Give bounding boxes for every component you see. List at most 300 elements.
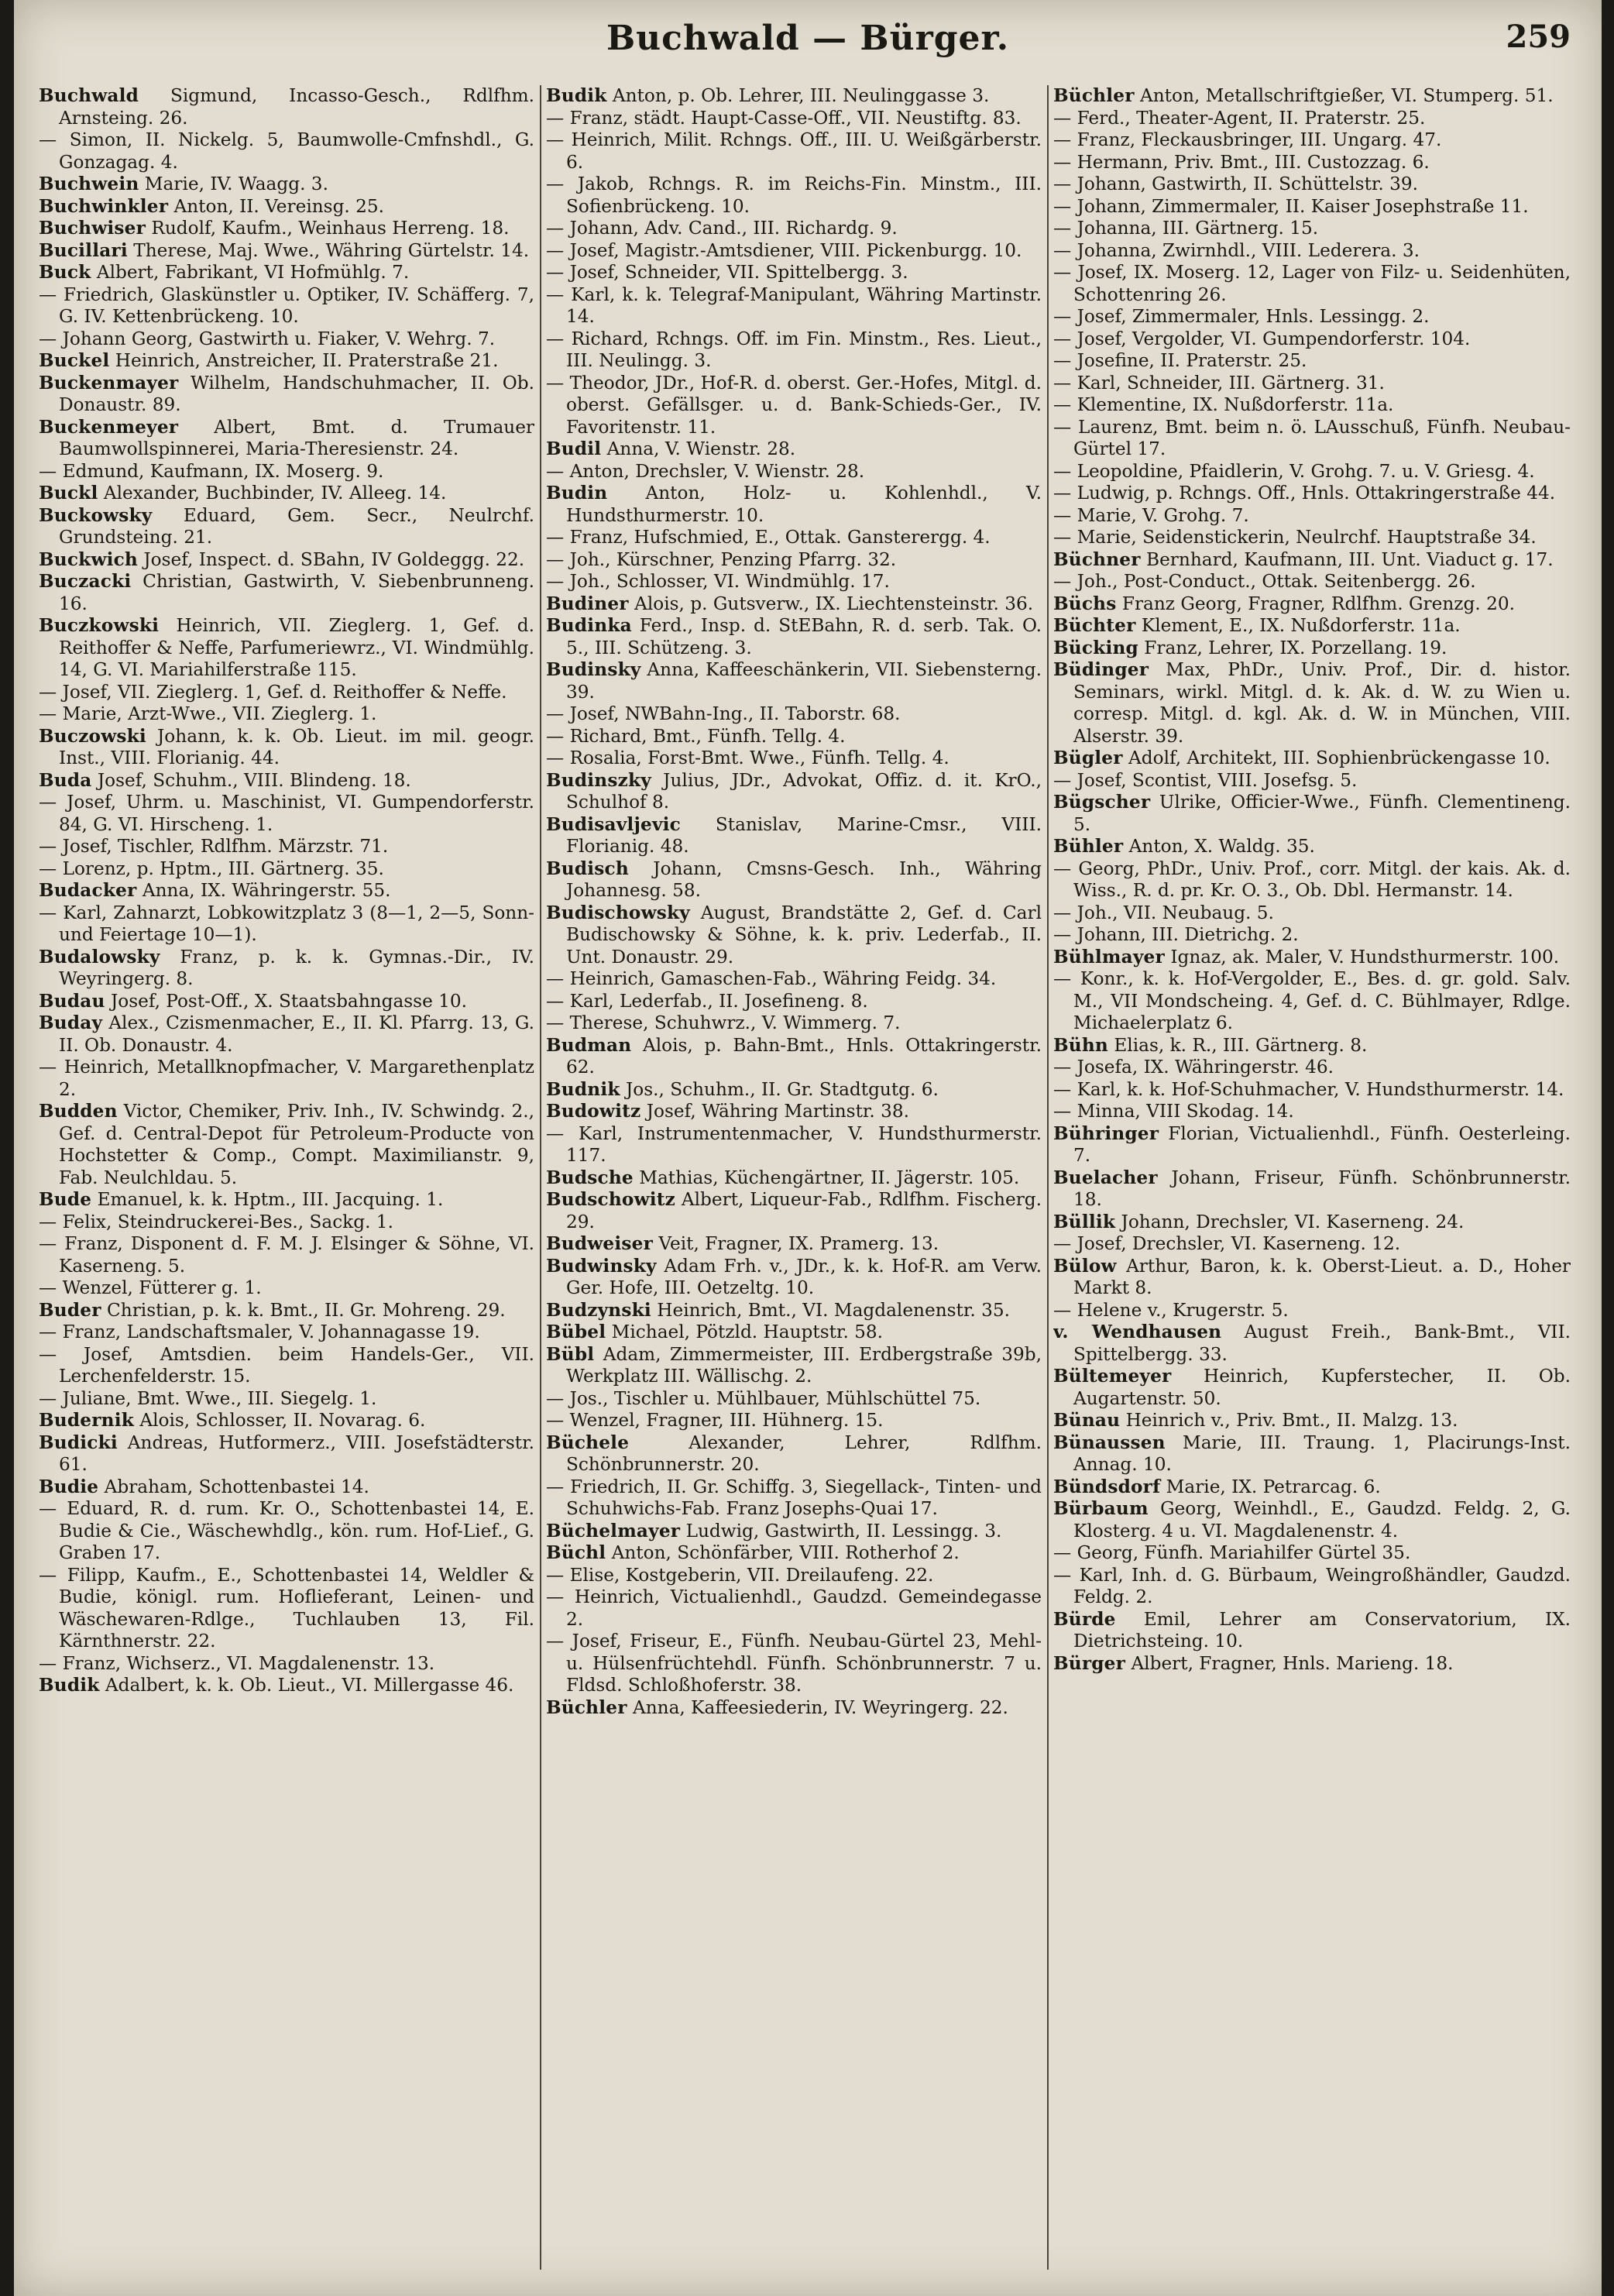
directory-entry: [546, 1101, 1042, 1123]
directory-subentry: [39, 858, 534, 881]
entry-details: Bernhard, Kaufmann, III. Unt. Viaduct g. 17.: [1146, 548, 1554, 570]
entry-details: Heinrich, Kupferstecher, II. Ob. Augartenstr. 50.: [1073, 1366, 1571, 1409]
entry-details: Franz Georg, Fragner, Rdlfhm. Grenzg. 20.: [1121, 593, 1515, 614]
entry-details: August, Brandstätte 2, Gef. d. Carl Budischowsky & Söhne, k. k. priv. Lederfab., II. Unt. Donaustr. 29.: [566, 902, 1042, 968]
surname: Buchwald: [39, 85, 139, 106]
entry-details: Franz, Wichserz., VI. Magdalenenstr. 13.: [62, 1652, 435, 1674]
entry-details: Mathias, Küchengärtner, II. Jägerstr. 105.: [639, 1167, 1020, 1188]
directory-entry: [1053, 659, 1571, 748]
directory-subentry: [546, 284, 1042, 328]
entry-details: Wilhelm, Handschuhmacher, II. Ob. Donaustr. 89.: [59, 372, 534, 415]
directory-subentry: [39, 1653, 534, 1676]
directory-subentry: [1053, 174, 1571, 196]
entry-details: Franz, Fleckausbringer, III. Ungarg. 47.: [1077, 129, 1442, 150]
entry-details: Veit, Fragner, IX. Pramerg. 13.: [658, 1233, 939, 1254]
surname: Buda: [39, 769, 92, 791]
directory-entry: [1053, 1366, 1571, 1410]
surname: Budwinsky: [546, 1255, 657, 1277]
surname: Bude: [39, 1189, 92, 1210]
entry-details: Joh., Schlosser, VI. Windmühlg. 17.: [569, 571, 890, 592]
directory-subentry: [546, 1565, 1042, 1587]
entry-details: Josef, Schneider, VII. Spittelbergg. 3.: [569, 262, 908, 283]
entry-details: Alexander, Buchbinder, IV. Alleeg. 14.: [103, 483, 447, 504]
column-divider: [1047, 85, 1049, 2270]
directory-entry: [1053, 1653, 1571, 1676]
entry-details: Alex., Czismenmacher, E., II. Kl. Pfarrg. 13, G. II. Ob. Donaustr. 4.: [59, 1012, 534, 1056]
directory-entry: [546, 814, 1042, 858]
directory-entry: [1053, 836, 1571, 858]
directory-subentry: [1053, 394, 1571, 417]
entry-details: Ferd., Theater-Agent, II. Praterstr. 25.: [1077, 107, 1426, 129]
entry-details: Ignaz, ak. Maler, V. Hundsthurmerstr. 100.: [1170, 946, 1560, 968]
directory-entry: [39, 85, 534, 129]
entry-details: Heinrich v., Priv. Bmt., II. Malzg. 13.: [1125, 1410, 1458, 1431]
directory-subentry: [546, 1586, 1042, 1631]
entry-details: Josef, IX. Moserg. 12, Lager von Filz- u. Seidenhüten, Schottenring 26.: [1073, 262, 1571, 305]
directory-entry: [546, 1256, 1042, 1300]
entry-details: Albert, Fabrikant, VI Hofmühlg. 7.: [96, 262, 410, 283]
directory-entry: [39, 1476, 534, 1499]
directory-entry: [39, 1300, 534, 1322]
surname: Büchner: [1053, 548, 1141, 570]
entry-details: Michael, Pötzld. Hauptstr. 58.: [611, 1322, 884, 1342]
surname: Budischowsky: [546, 902, 690, 923]
surname: Bügscher: [1053, 792, 1151, 813]
directory-subentry: [1053, 1079, 1571, 1102]
directory-entry: [546, 659, 1042, 703]
directory-subentry: [546, 1410, 1042, 1432]
entry-details: Johann, Adv. Cand., III. Richardg. 9.: [569, 218, 898, 239]
entry-details: Franz, Hufschmied, E., Ottak. Gansterergg. 4.: [569, 527, 991, 548]
directory-subentry: [39, 1277, 534, 1300]
directory-entry: [39, 240, 534, 263]
entry-details: Josef, Scontist, VIII. Josefsg. 5.: [1077, 769, 1358, 791]
directory-subentry: [39, 328, 534, 351]
column-3: [1053, 85, 1571, 2277]
directory-entry: [1053, 1410, 1571, 1432]
entry-details: Rudolf, Kaufm., Weinhaus Herreng. 18.: [151, 218, 510, 239]
directory-entry: [546, 438, 1042, 461]
directory-entry: [39, 726, 534, 770]
directory-subentry: [1053, 505, 1571, 528]
directory-entry: [546, 483, 1042, 527]
entry-details: Albert, Liqueur-Fab., Rdlfhm. Fischerg. 29.: [566, 1189, 1042, 1232]
entry-details: Franz, Disponent d. F. M. J. Elsinger & Söhne, VI. Kaserneng. 5.: [59, 1233, 534, 1277]
surname: Budschowitz: [546, 1189, 676, 1210]
surname: Bürbaum: [1053, 1498, 1149, 1519]
directory-subentry: [546, 262, 1042, 284]
surname: Bündsdorf: [1053, 1476, 1161, 1497]
surname: Budinsky: [546, 659, 641, 680]
surname: Budden: [39, 1101, 118, 1122]
entry-details: Minna, VIII Skodag. 14.: [1077, 1101, 1294, 1122]
entry-details: Anna, Kaffeesiederin, IV. Weyringerg. 22.: [633, 1696, 1008, 1718]
directory-entry: [1053, 792, 1571, 836]
entry-details: Josefine, II. Praterstr. 25.: [1077, 350, 1307, 371]
entry-details: Anna, Kaffeeschänkerin, VII. Siebensterng. 39.: [566, 659, 1042, 703]
directory-entry: [546, 1542, 1042, 1565]
surname: Bücking: [1053, 637, 1138, 658]
directory-subentry: [546, 461, 1042, 483]
entry-details: Johann Georg, Gastwirth u. Fiaker, V. Wehrg. 7.: [62, 328, 496, 349]
entry-details: Josef, Vergolder, VI. Gumpendorferstr. 104.: [1077, 328, 1471, 349]
directory-entry: [1053, 593, 1571, 616]
entry-details: Johanna, Zwirnhdl., VIII. Lederera. 3.: [1077, 239, 1420, 261]
surname: Bübl: [546, 1343, 595, 1365]
directory-entry: [39, 174, 534, 196]
surname: Budiner: [546, 593, 629, 614]
surname: Bühringer: [1053, 1122, 1159, 1144]
directory-entry: [39, 1012, 534, 1057]
directory-subentry: [546, 748, 1042, 770]
entry-details: Anton, X. Waldg. 35.: [1128, 836, 1315, 857]
surname: Buday: [39, 1012, 103, 1033]
directory-subentry: [1053, 240, 1571, 263]
directory-subentry: [39, 1388, 534, 1411]
directory-subentry: [1053, 1233, 1571, 1256]
column-2: [546, 85, 1042, 2277]
surname: Buczkowski: [39, 615, 160, 636]
directory-entry: [1053, 1256, 1571, 1300]
directory-subentry: [39, 682, 534, 704]
surname: Buckenmeyer: [39, 416, 179, 438]
directory-subentry: [546, 549, 1042, 572]
surname: Bühn: [1053, 1034, 1108, 1056]
entry-details: Johann, Friseur, Fünfh. Schönbrunnerstr. 18.: [1073, 1167, 1571, 1210]
entry-details: Marie, IV. Waagg. 3.: [144, 174, 328, 194]
directory-entry: [546, 1300, 1042, 1322]
entry-details: Johann, k. k. Ob. Lieut. im mil. geogr. Inst., VIII. Florianig. 44.: [59, 725, 534, 768]
directory-subentry: [1053, 968, 1571, 1035]
entry-details: August Freih., Bank-Bmt., VII. Spittelbergg. 33.: [1073, 1322, 1571, 1365]
running-title: Buchwald — Bürger.: [606, 19, 1010, 58]
entry-details: Josefa, IX. Währingerstr. 46.: [1077, 1057, 1334, 1078]
directory-entry: [546, 1189, 1042, 1233]
surname: Buckowsky: [39, 504, 153, 526]
entry-details: Adam, Zimmermeister, III. Erdbergstraße 39b, Werkplatz III. Wällischg. 2.: [566, 1343, 1042, 1387]
entry-details: Heinrich, Bmt., VI. Magdalenenstr. 35.: [657, 1299, 1011, 1321]
entry-details: Leopoldine, Pfaidlerin, V. Grohg. 7. u. V. Griesg. 4.: [1077, 460, 1535, 482]
directory-subentry: [39, 792, 534, 836]
surname: Budweiser: [546, 1233, 654, 1254]
entry-details: Klement, E., IX. Nußdorferstr. 11a.: [1141, 615, 1461, 636]
directory-subentry: [546, 240, 1042, 263]
directory-entry: [1053, 615, 1571, 638]
surname: Bügler: [1053, 748, 1123, 768]
entry-details: Richard, Bmt., Fünfh. Tellg. 4.: [569, 725, 846, 747]
directory-entry: [1053, 85, 1571, 108]
surname: Buckenmayer: [39, 372, 179, 394]
directory-subentry: [1053, 1300, 1571, 1322]
entry-details: Anton, Holz- u. Kohlenhdl., V. Hundsthurmerstr. 10.: [566, 483, 1042, 526]
entry-details: Therese, Schuhwrz., V. Wimmerg. 7.: [569, 1012, 901, 1033]
surname: Budil: [546, 438, 602, 459]
directory-page: [14, 0, 1602, 2296]
directory-entry: [1053, 1432, 1571, 1476]
entry-details: Karl, Zahnarzt, Lobkowitzplatz 3 (8—1, 2—5, Sonn- und Feiertage 10—1).: [59, 902, 534, 945]
entry-details: Joh., VII. Neubaug. 5.: [1077, 902, 1274, 923]
entry-details: Florian, Victualienhdl., Fünfh. Oesterleing. 7.: [1073, 1122, 1571, 1166]
directory-entry: [39, 947, 534, 991]
directory-subentry: [39, 703, 534, 726]
directory-subentry: [546, 968, 1042, 991]
directory-entry: [1053, 1212, 1571, 1234]
entry-details: Andreas, Hutformerz., VIII. Josefstädterstr. 61.: [59, 1432, 534, 1475]
entry-details: Ferd., Insp. d. StEBahn, R. d. serb. Tak. O. 5., III. Schützeng. 3.: [566, 615, 1042, 658]
entry-details: Karl, Instrumentenmacher, V. Hundsthurmerstr. 117.: [566, 1122, 1042, 1166]
entry-details: Laurenz, Bmt. beim n. ö. LAusschuß, Fünfh. Neubau-Gürtel 17.: [1073, 416, 1571, 459]
entry-details: Sigmund, Incasso-Gesch., Rdlfhm. Arnsteing. 26.: [59, 85, 534, 129]
directory-subentry: [39, 902, 534, 947]
entry-details: Felix, Steindruckerei-Bes., Sackg. 1.: [62, 1211, 393, 1232]
surname: Buczacki: [39, 571, 132, 592]
directory-entry: [546, 593, 1042, 616]
directory-subentry: [1053, 902, 1571, 925]
entry-details: Karl, Lederfab., II. Josefineng. 8.: [569, 990, 868, 1012]
entry-details: Josef, NWBahn-Ing., II. Taborstr. 68.: [569, 703, 901, 724]
surname: Budin: [546, 483, 608, 504]
directory-subentry: [1053, 196, 1571, 218]
directory-subentry: [1053, 770, 1571, 792]
surname: Budik: [546, 85, 607, 106]
entry-details: Julius, JDr., Advokat, Offiz. d. it. KrO., Schulhof 8.: [566, 769, 1042, 813]
directory-entry: [39, 417, 534, 461]
entry-details: Eduard, R. d. rum. Kr. O., Schottenbastei 14, E. Budie & Cie., Wäschewhdlg., kön. rum. Hof-Lief., G. Graben 17.: [59, 1498, 534, 1563]
directory-entry: [39, 991, 534, 1013]
entry-details: Heinrich, Gamaschen-Fab., Währing Feidg. 34.: [569, 968, 997, 989]
directory-entry: [39, 350, 534, 373]
entry-details: Rosalia, Forst-Bmt. Wwe., Fünfh. Tellg. 4.: [569, 748, 950, 768]
entry-details: Marie, III. Traung. 1, Placirungs-Inst. Annag. 10.: [1073, 1432, 1571, 1475]
entry-details: Friedrich, II. Gr. Schiffg. 3, Siegellack-, Tinten- und Schuhwichs-Fab. Franz Josephs-Quai 17.: [566, 1476, 1042, 1519]
directory-entry: [39, 549, 534, 572]
directory-subentry: [546, 527, 1042, 549]
directory-subentry: [1053, 1101, 1571, 1123]
entry-details: Marie, Arzt-Wwe., VII. Zieglerg. 1.: [62, 703, 377, 724]
directory-subentry: [546, 1012, 1042, 1035]
surname: Budik: [39, 1675, 100, 1696]
entry-details: Helene v., Krugerstr. 5.: [1077, 1299, 1289, 1321]
entry-details: Josef, Währing Martinstr. 38.: [646, 1101, 910, 1122]
entry-details: Albert, Bmt. d. Trumauer Baumwollspinnerei, Maria-Theresienstr. 24.: [59, 416, 534, 459]
entry-details: Emil, Lehrer am Conservatorium, IX. Dietrichsteing. 10.: [1073, 1608, 1571, 1652]
directory-subentry: [1053, 483, 1571, 505]
directory-subentry: [1053, 328, 1571, 351]
entry-details: Juliane, Bmt. Wwe., III. Siegelg. 1.: [62, 1387, 377, 1409]
entry-details: Karl, k. k. Hof-Schuhmacher, V. Hundsthurmerstr. 14.: [1077, 1078, 1564, 1100]
entry-details: Josef, Tischler, Rdlfhm. Märzstr. 71.: [62, 836, 389, 857]
entry-details: Johann, Cmsns-Gesch. Inh., Währing Johannesg. 58.: [566, 858, 1042, 901]
entry-details: Marie, Seidenstickerin, Neulrchf. Hauptstraße 34.: [1077, 527, 1537, 548]
directory-entry: [39, 196, 534, 218]
surname: Budisavljevic: [546, 813, 681, 835]
directory-subentry: [1053, 1057, 1571, 1079]
surname: Bünaussen: [1053, 1432, 1166, 1453]
entry-details: Lorenz, p. Hptm., III. Gärtnerg. 35.: [62, 858, 384, 879]
surname: v. Wendhausen: [1053, 1322, 1222, 1342]
entry-details: Theodor, JDr., Hof-R. d. oberst. Ger.-Hofes, Mitgl. d. oberst. Gefällsger. u. d. Bank-Schieds-Ger., IV. Favoritenstr. 11.: [566, 372, 1042, 438]
directory-subentry: [1053, 1565, 1571, 1609]
entry-details: Abraham, Schottenbastei 14.: [104, 1476, 369, 1497]
surname: Buelacher: [1053, 1167, 1158, 1188]
directory-entry: [39, 505, 534, 549]
surname: Buck: [39, 262, 91, 283]
entry-details: Filipp, Kaufm., E., Schottenbastei 14, Weldler & Budie, königl. rum. Hoflieferant, Leinen- und Wäschewaren-Rdlge., Tuchlauben 13, Fil. Kärnthnerstr. 22.: [59, 1564, 534, 1652]
entry-details: Josef, VII. Zieglerg. 1, Gef. d. Reithoffer & Neffe.: [62, 681, 507, 703]
surname: Budalowsky: [39, 946, 160, 968]
surname: Budie: [39, 1476, 99, 1497]
entry-details: Karl, k. k. Telegraf-Manipulant, Währing Martinstr. 14.: [566, 284, 1042, 327]
entry-details: Marie, IX. Petrarcag. 6.: [1166, 1476, 1381, 1497]
surname: Büchl: [546, 1542, 606, 1563]
entry-details: Stanislav, Marine-Cmsr., VIII. Florianig. 48.: [566, 813, 1042, 857]
entry-details: Marie, V. Grohg. 7.: [1077, 504, 1249, 526]
entry-details: Therese, Maj. Wwe., Währing Gürtelstr. 14.: [133, 239, 530, 261]
directory-entry: [546, 1344, 1042, 1388]
directory-subentry: [546, 218, 1042, 240]
directory-subentry: [1053, 924, 1571, 947]
entry-details: Elise, Kostgeberin, VII. Dreilaufeng. 22.: [569, 1564, 934, 1586]
entry-details: Max, PhDr., Univ. Prof., Dir. d. histor. Seminars, wirkl. Mitgl. d. k. Ak. d. W. zu Wien u. corresp. Mitgl. d. kgl. Ak. d. W. in München, VIII. Alserstr. 39.: [1073, 659, 1571, 747]
directory-entry: [546, 858, 1042, 902]
entry-details: Heinrich, Victualienhdl., Gaudzd. Gemeindegasse 2.: [566, 1586, 1042, 1630]
directory-subentry: [39, 461, 534, 483]
surname: Buder: [39, 1299, 101, 1321]
entry-details: Albert, Fragner, Hnls. Marieng. 18.: [1131, 1652, 1454, 1674]
entry-details: Heinrich, Anstreicher, II. Praterstraße 21.: [115, 350, 499, 371]
directory-entry: [1053, 1476, 1571, 1499]
surname: Büchelmayer: [546, 1520, 681, 1542]
directory-entry: [546, 1079, 1042, 1102]
entry-details: Elias, k. R., III. Gärtnerg. 8.: [1114, 1034, 1368, 1056]
surname: Bühlmayer: [1053, 946, 1165, 968]
entry-details: Joh., Kürschner, Penzing Pfarrg. 32.: [569, 548, 897, 570]
entry-details: Karl, Schneider, III. Gärtnerg. 31.: [1077, 372, 1385, 394]
directory-subentry: [39, 1344, 534, 1388]
surname: Bünau: [1053, 1410, 1121, 1431]
surname: Budicki: [39, 1432, 118, 1453]
entry-details: Josef, Inspect. d. SBahn, IV Goldeggg. 22.: [143, 548, 525, 570]
surname: Büchler: [1053, 85, 1135, 106]
directory-subentry: [546, 1388, 1042, 1411]
directory-subentry: [39, 1498, 534, 1565]
entry-details: Johann, III. Dietrichg. 2.: [1077, 924, 1299, 945]
directory-entry: [546, 1035, 1042, 1079]
directory-subentry: [546, 1631, 1042, 1697]
directory-subentry: [1053, 152, 1571, 174]
entry-details: Josef, Amtsdien. beim Handels-Ger., VII. Lerchenfelderstr. 15.: [59, 1343, 534, 1387]
entry-details: Josef, Post-Off., X. Staatsbahngasse 10.: [110, 990, 468, 1012]
directory-entry: [546, 85, 1042, 108]
directory-subentry: [1053, 373, 1571, 395]
directory-subentry: [1053, 218, 1571, 240]
directory-subentry: [1053, 306, 1571, 328]
entry-details: Franz, Landschaftsmaler, V. Johannagasse 19.: [62, 1322, 480, 1342]
surname: Buchwiser: [39, 218, 146, 239]
directory-subentry: [546, 108, 1042, 130]
entry-details: Anton, Drechsler, V. Wienstr. 28.: [569, 460, 865, 482]
entry-details: Johanna, III. Gärtnerg. 15.: [1077, 218, 1319, 239]
entry-details: Ludwig, p. Rchngs. Off., Hnls. Ottakringerstraße 44.: [1077, 483, 1556, 504]
surname: Budinszky: [546, 769, 651, 791]
directory-entry: [39, 373, 534, 417]
entry-details: Edmund, Kaufmann, IX. Moserg. 9.: [62, 460, 384, 482]
directory-entry: [1053, 748, 1571, 770]
entry-details: Jos., Schuhm., II. Gr. Stadtgutg. 6.: [625, 1078, 939, 1100]
entry-details: Klementine, IX. Nußdorferstr. 11a.: [1077, 394, 1394, 415]
entry-details: Johann, Drechsler, VI. Kaserneng. 24.: [1121, 1211, 1465, 1232]
entry-details: Alois, p. Bahn-Bmt., Hnls. Ottakringerstr. 62.: [566, 1034, 1042, 1078]
surname: Buckel: [39, 350, 110, 371]
entry-details: Richard, Rchngs. Off. im Fin. Minstm., Res. Lieut., III. Neulingg. 3.: [566, 328, 1042, 371]
directory-subentry: [546, 373, 1042, 439]
directory-entry: [546, 770, 1042, 814]
entry-details: Franz, Lehrer, IX. Porzellang. 19.: [1144, 637, 1447, 658]
surname: Bültemeyer: [1053, 1366, 1172, 1387]
entry-details: Konr., k. k. Hof-Vergolder, E., Bes. d. gr. gold. Salv. M., VII Mondscheing. 4, Gef. d. C. Bühlmayer, Rdlge. Michaelerplatz 6.: [1073, 968, 1571, 1033]
entry-details: Johann, Zimmermaler, II. Kaiser Josephstraße 11.: [1077, 195, 1529, 217]
entry-details: Franz, städt. Haupt-Casse-Off., VII. Neustiftg. 83.: [569, 107, 1022, 129]
surname: Bürger: [1053, 1652, 1126, 1674]
entry-details: Anton, II. Vereinsg. 25.: [173, 195, 385, 217]
surname: Büchter: [1053, 615, 1136, 636]
directory-subentry: [1053, 129, 1571, 152]
directory-subentry: [546, 726, 1042, 748]
entry-details: Heinrich, Milit. Rchngs. Off., III. U. Weißgärberstr. 6.: [566, 129, 1042, 173]
entry-details: Josef, Magistr.-Amtsdiener, VIII. Pickenburgg. 10.: [569, 239, 1022, 261]
directory-subentry: [39, 1322, 534, 1344]
surname: Bübel: [546, 1322, 606, 1342]
entry-details: Franz, p. k. k. Gymnas.-Dir., IV. Weyringerg. 8.: [59, 946, 534, 989]
directory-subentry: [546, 328, 1042, 373]
surname: Büchs: [1053, 593, 1117, 614]
column-divider: [540, 85, 541, 2270]
entry-details: Heinrich, Metallknopfmacher, V. Margarethenplatz 2.: [59, 1057, 534, 1100]
directory-entry: [546, 1697, 1042, 1720]
directory-entry: [1053, 1498, 1571, 1542]
entry-details: Georg, Weinhdl., E., Gaudzd. Feldg. 2, G. Klosterg. 4 u. VI. Magdalenenstr. 4.: [1073, 1498, 1571, 1542]
directory-entry: [39, 218, 534, 240]
surname: Bülow: [1053, 1255, 1117, 1277]
directory-entry: [546, 615, 1042, 659]
directory-entry: [39, 770, 534, 792]
entry-details: Heinrich, VII. Zieglerg. 1, Gef. d. Reithoffer & Neffe, Parfumeriewrz., VI. Windmühlg. 14, G. VI. Mariahilferstraße 115.: [59, 615, 534, 680]
surname: Budman: [546, 1034, 632, 1056]
surname: Budisch: [546, 858, 629, 879]
directory-entry: [39, 1410, 534, 1432]
column-1: [39, 85, 534, 2277]
directory-entry: [546, 1521, 1042, 1543]
directory-subentry: [39, 284, 534, 328]
entry-details: Victor, Chemiker, Priv. Inh., IV. Schwindg. 2., Gef. d. Central-Depot für Petroleum-Producte von Hochstetter & Comp., Compt. Maximilianstr. 9, Fab. Neulchldau. 5.: [59, 1101, 534, 1188]
entry-details: Emanuel, k. k. Hptm., III. Jacquing. 1.: [97, 1189, 444, 1210]
surname: Buchwein: [39, 174, 139, 194]
directory-subentry: [39, 1233, 534, 1277]
directory-entry: [546, 1322, 1042, 1344]
entry-details: Johann, Gastwirth, II. Schüttelstr. 39.: [1077, 174, 1419, 194]
surname: Buckwich: [39, 548, 138, 570]
directory-entry: [39, 1432, 534, 1476]
entry-details: Ulrike, Officier-Wwe., Fünfh. Clementineng. 5.: [1073, 792, 1571, 835]
entry-details: Simon, II. Nickelg. 5, Baumwolle-Cmfnshdl., G. Gonzagag. 4.: [59, 129, 534, 173]
directory-subentry: [546, 1476, 1042, 1521]
surname: Budsche: [546, 1167, 634, 1188]
entry-details: Georg, PhDr., Univ. Prof., corr. Mitgl. der kais. Ak. d. Wiss., R. d. pr. Kr. O. 3., Ob. Dbl. Hermanstr. 14.: [1073, 858, 1571, 901]
surname: Budinka: [546, 615, 632, 636]
surname: Büdinger: [1053, 659, 1149, 680]
directory-entry: [1053, 1167, 1571, 1212]
directory-subentry: [1053, 527, 1571, 549]
